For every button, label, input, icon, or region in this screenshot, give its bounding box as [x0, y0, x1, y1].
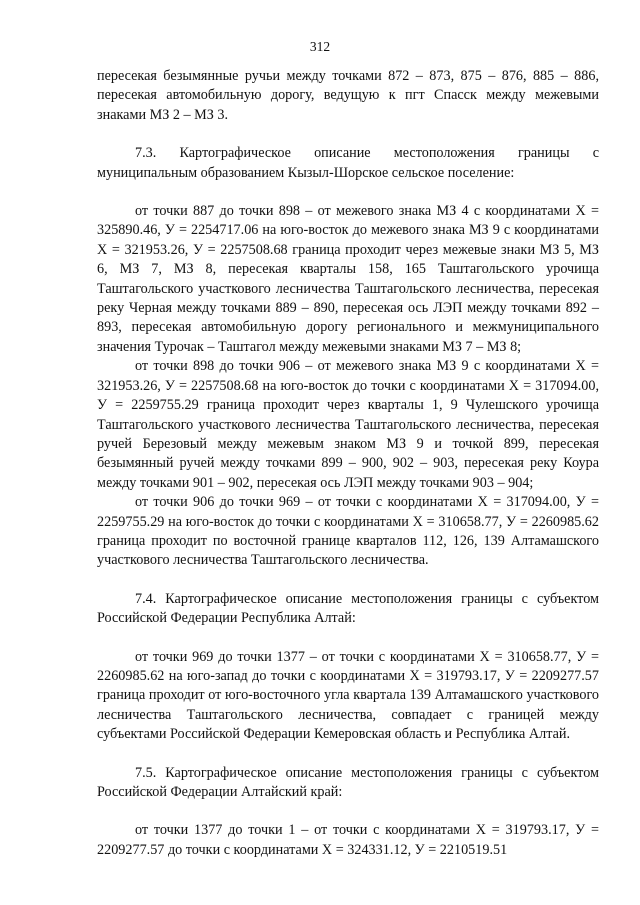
- section-7-5-heading: 7.5. Картографическое описание местоположения границы с субъектом Российской Федерации Алтайский край:: [97, 764, 599, 800]
- document-body: [97, 67, 599, 860]
- section-7-4-heading: 7.4. Картографическое описание местоположения границы с субъектом Российской Федерации Республика Алтай:: [97, 590, 599, 627]
- paragraph-887-898: от точки 887 до точки 898 – от межевого знака МЗ 4 с координатами X = 325890.46, У = 2254717.06 на юго-восток до межевого знака МЗ 9 с координатами X = 321953.26, У = 2257508.68 граница проходит через межевые знаки МЗ 5, МЗ 6, МЗ 7, МЗ 8, пересекая кварталы 158, 165 Таштагольского урочища Таштагольского участкового лесничества Таштагольского лесничества, пересекая реку Черная между точками 889 – 890, пересекая ось ЛЭП между точками 892 – 893, пересекая автомобильную дорогу регионального и межмуниципального значения Турочак – Таштагол между межевыми знаками МЗ 7 – МЗ 8;: [97, 203, 599, 355]
- paragraph-969-1377: от точки 969 до точки 1377 – от точки с координатами X = 310658.77, У = 2260985.62 на юго-запад до точки с координатами X = 319793.17, У = 2209277.57 граница проходит от юго-восточного угла квартала 139 Алтамашского участкового лесничества Таштагольского лесничества, совпадает с границей между субъектами Российской Федерации Кемеровская область и Республика Алтай.: [97, 648, 599, 743]
- section-7-3-heading: 7.3. Картографическое описание местоположения границы с муниципальным образованием Кызыл-Шорское сельское поселение:: [97, 145, 599, 181]
- page-number: 312: [309, 39, 331, 54]
- paragraph-906-969: от точки 906 до точки 969 – от точки с координатами X = 317094.00, У = 2259755.29 на юго-восток до точки с координатами X = 310658.77, У = 2260985.62 граница проходит по восточной границе кварталов 112, 126, 139 Алтамашского участкового лесничества Таштагольского лесничества.: [97, 494, 599, 569]
- paragraph-1377-1: от точки 1377 до точки 1 – от точки с координатами X = 319793.17, У = 2209277.57 до точки с координатами X = 324331.12, У = 2210519.51: [97, 822, 599, 858]
- paragraph-continuation: пересекая безымянные ручьи между точками 872 – 873, 875 – 876, 885 – 886, пересекая автомобильную дорогу, ведущую к пгт Спасск между межевыми знаками МЗ 2 – МЗ 3.: [97, 68, 599, 123]
- paragraph-898-906: от точки 898 до точки 906 – от межевого знака МЗ 9 с координатами X = 321953.26, У = 2257508.68 на юго-восток до точки с координатами X = 317094.00, У = 2259755.29 граница проходит через кварталы 1, 9 Чулешского урочища Таштагольского участкового лесничества Таштагольского лесничества, пересекая ручей Березовый между межевым знаком МЗ 9 и точкой 899, пересекая безымянный ручей между точками 899 – 900, 902 – 903, пересекая реку Коура между точками 901 – 902, пересекая ось ЛЭП между точками 903 – 904;: [97, 358, 599, 491]
